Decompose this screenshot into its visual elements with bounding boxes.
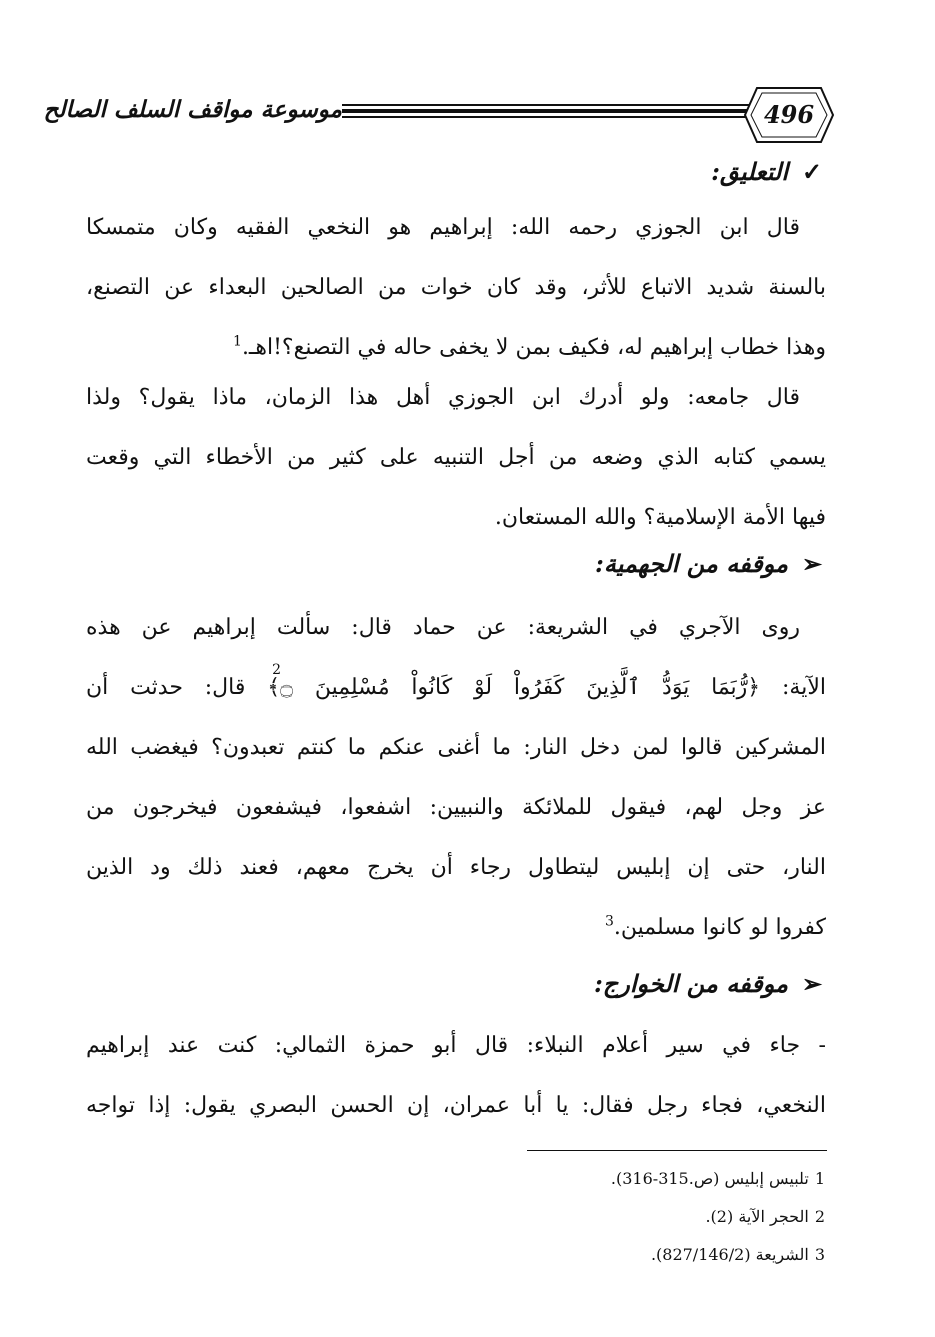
paragraph bbox=[86, 1016, 826, 1136]
heading-text: التعليق: bbox=[711, 157, 788, 186]
text-line bbox=[86, 898, 826, 958]
arrow-bullet-icon: ➢ bbox=[801, 969, 823, 998]
footnote-ref: 1 bbox=[233, 333, 242, 350]
arrow-bullet-icon: ➢ bbox=[801, 549, 823, 578]
section-heading-jahmiyya bbox=[595, 542, 826, 586]
page-number-badge bbox=[743, 84, 835, 146]
text-line: يسمي كتابه الذي وضعه من أجل التنبيه على كثير من الأخطاء التي وقعت bbox=[86, 445, 826, 470]
text-span: كفروا لو كانوا مسلمين. bbox=[613, 915, 826, 940]
text-span: وهذا خطاب إبراهيم له، فكيف بمن لا يخفى حاله في التصنع؟!اهـ. bbox=[241, 335, 826, 360]
paragraph bbox=[86, 198, 826, 378]
text-line: روى الآجري في الشريعة: عن حماد قال: سألت إبراهيم عن هذه bbox=[86, 615, 800, 640]
section-heading-commentary bbox=[711, 150, 826, 194]
footnote-number: 2 bbox=[814, 1207, 825, 1226]
heading-text: موقفه من الخوارج: bbox=[593, 969, 788, 998]
page-header bbox=[43, 78, 845, 148]
text-line: - جاء في سير أعلام النبلاء: قال أبو حمزة الثمالي: كنت عند إبراهيم bbox=[86, 1033, 826, 1058]
document-page: موسوعة مواقف السلف الصالح 496 ✓التعليق: قال ابن الجوزي رحمه الله: إبراهيم هو النخعي الفقيه وكان متمسكا بالسنة شديد الاتباع للأثر، وقد كان خوات من الصالحين البعداء عن التصنع، وهذا خطاب إبراهيم له، فكيف بمن لا يخفى حاله في التصنع؟!اهـ.$^1$ قال جامعه: ولو أدرك ابن الجوزي أهل هذا الزمان، ماذا يقول؟ ولذا يسمي كتابه الذي وضعه من أجل التنبيه على كثير من الأخطاء التي وقعت فيها الأمة الإسلامية؟ والله المستعان. ➢موقفه من الجهمية: روى الآجري في الشريعة: عن حماد قال: سألت إبراهيم عن هذه الآية: ﴿رُّبَمَا يَوَدُّ ٱلَّذِينَ كَفَرُواْ لَوْ كَانُواْ مُسْلِمِينَ ۝﴾ قال: حدثت أن المشركين قالوا لمن دخل النار: ما أغنى عنكم ما كنتم تعبدون؟ فيغضب الله عز وجل لهم، فيقول للملائكة والنبيين: اشفعوا، فيشفعون فيخرجون من النار، حتى إن إبليس ليتطاول رجاء أن يخرج معهم، فعند ذلك ود الذين كفروا لو كانوا مسلمين.$^3$ 2 ➢موقفه من الخوارج: - جاء في سير أعلام النبلاء: قال أبو حمزة الثمالي: كنت عند إبراهيم النخعي، فجاء رجل فقال: يا أبا عمران، إن الحسن البصري يقول: إذا تواجه 1تلبيس إبليس (ص.315-316). 2الحجر الآية (2). 3الشريعة (827/146/2). bbox=[0, 0, 935, 1337]
heading-text: موقفه من الجهمية: bbox=[595, 549, 788, 578]
text-line: المشركين قالوا لمن دخل النار: ما أغنى عنكم ما كنتم تعبدون؟ فيغضب الله bbox=[86, 735, 826, 760]
footnote-text: الشريعة (827/146/2). bbox=[650, 1245, 809, 1264]
footnote bbox=[325, 1198, 825, 1236]
footnote-text: تلبيس إبليس (ص.315-316). bbox=[610, 1169, 809, 1188]
footnote-number: 3 bbox=[814, 1245, 825, 1264]
book-title: موسوعة مواقف السلف الصالح bbox=[43, 96, 342, 123]
text-span: الآية: ﴿رُّبَمَا يَوَدُّ ٱلَّذِينَ كَفَرُواْ لَوْ كَانُواْ مُسْلِمِينَ ۝﴾ قال: حدثت أن bbox=[86, 675, 826, 700]
check-icon: ✓ bbox=[801, 157, 823, 186]
text-line: فيها الأمة الإسلامية؟ والله المستعان. bbox=[494, 505, 826, 530]
text-line: النخعي، فجاء رجل فقال: يا أبا عمران، إن الحسن البصري يقول: إذا تواجه bbox=[86, 1093, 826, 1118]
text-line: عز وجل لهم، فيقول للملائكة والنبيين: اشفعوا، فيشفعون فيخرجون من bbox=[86, 795, 826, 820]
header-divider bbox=[342, 104, 750, 118]
footnote-text: الحجر الآية (2). bbox=[705, 1207, 809, 1226]
text-line bbox=[86, 658, 826, 718]
footnotes bbox=[325, 1160, 825, 1274]
text-line: النار، حتى إن إبليس ليتطاول رجاء أن يخرج معهم، فعند ذلك ود الذين bbox=[86, 855, 826, 880]
page-number: 496 bbox=[763, 100, 815, 129]
text-line: قال جامعه: ولو أدرك ابن الجوزي أهل هذا الزمان، ماذا يقول؟ ولذا bbox=[86, 385, 800, 410]
footnote bbox=[325, 1236, 825, 1274]
text-line: قال ابن الجوزي رحمه الله: إبراهيم هو النخعي الفقيه وكان متمسكا bbox=[86, 215, 800, 240]
footnote bbox=[325, 1160, 825, 1198]
text-line: بالسنة شديد الاتباع للأثر، وقد كان خوات من الصالحين البعداء عن التصنع، bbox=[86, 275, 826, 300]
section-heading-khawarij bbox=[594, 962, 826, 1006]
paragraph bbox=[86, 368, 826, 548]
paragraph bbox=[86, 598, 826, 958]
footnote-ref: 3 bbox=[604, 913, 614, 930]
footnote-divider bbox=[527, 1150, 827, 1151]
footnote-number: 1 bbox=[814, 1169, 825, 1188]
